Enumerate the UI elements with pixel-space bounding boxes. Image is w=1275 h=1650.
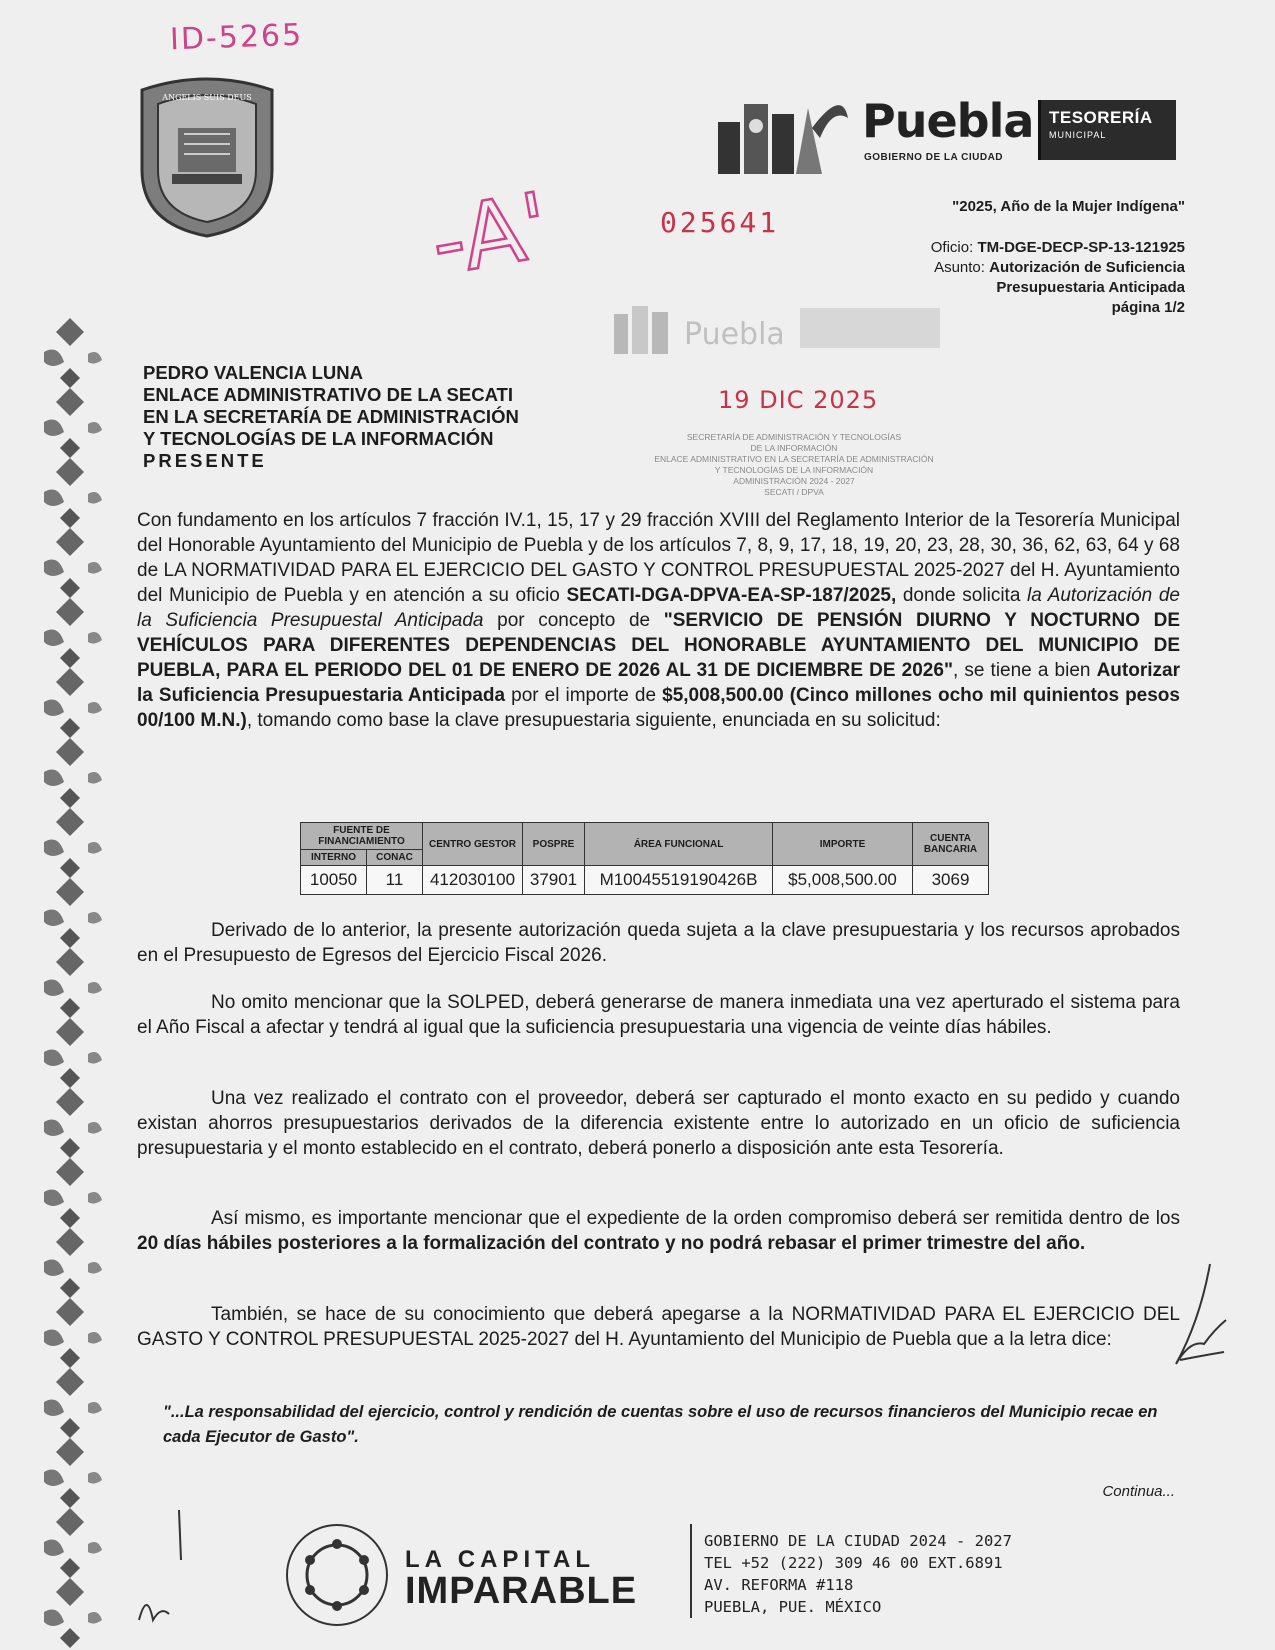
addressee-block <box>143 362 519 472</box>
capital-top-text: LA CAPITAL <box>405 1546 595 1573</box>
stamp-logo-word: Puebla <box>684 317 785 352</box>
seal-text: ANGELIS SUIS DEUS <box>162 93 252 102</box>
puebla-logo-word: Puebla <box>862 94 1034 148</box>
cell-cuenta: 3069 <box>913 866 989 895</box>
presente-label: PRESENTE <box>143 450 267 471</box>
received-date-stamp: 19 DIC 2025 <box>718 386 879 414</box>
cell-centro-gestor: 412030100 <box>423 866 523 895</box>
initials-mark <box>135 1510 195 1630</box>
header-area-funcional: ÁREA FUNCIONAL <box>585 823 773 866</box>
folio-stamp: 025641 <box>660 206 780 239</box>
paragraph-solped: No omito mencionar que la SOLPED, deberá generarse de manera inmediata una vez aperturado el sistema para el Año Fiscal a afectar y tendrá al igual que la suficiencia presupuestaria una vigencia de veinte días hábiles. <box>137 992 1180 1038</box>
university-seal <box>132 74 282 238</box>
dept-line: SECATI / DPVA <box>764 487 824 497</box>
dept-line: ADMINISTRACIÓN 2024 - 2027 <box>733 476 855 486</box>
request-oficio-number: SECATI-DGA-DPVA-EA-SP-187/2025, <box>566 585 897 606</box>
footer-address <box>704 1530 1012 1618</box>
city-emblem-icon <box>610 300 950 360</box>
addressee-name: PEDRO VALENCIA LUNA <box>143 362 363 383</box>
asunto-value-2: Presupuestaria Anticipada <box>996 279 1185 296</box>
paragraph-legal-basis: Con fundamento en los artículos 7 fracción IV.1, 15, 17 y 29 fracción XVIII del Reglamento Interior de la Tesorería Municipal del Honorable Ayuntamiento del Municipio de Puebla y de los artículos 7, 8, 9, 17, 18, 19, 20, 23, 28, 30, 36, 62, 63, 64 y 68 de LA NORMATIVIDAD PARA EL EJERCICIO DEL GASTO Y CONTROL PRESUPUESTAL 2025-2027 del H. Ayuntamiento del Municipio de Puebla y en atención a su oficio SECATI-DGA-DPVA-EA-SP-187/2025, donde solicita la Autorización de la Suficiencia Presupuestal Anticipada por concepto de "SERVICIO DE PENSIÓN DIURNO Y NOCTURNO DE VEHÍCULOS PARA DIFERENTES DEPENDENCIAS DEL HONORABLE AYUNTAMIENTO DEL MUNICIPIO DE PUEBLA, PARA EL PERIODO DEL 01 DE ENERO DE 2026 AL 31 DE DICIEMBRE DE 2026", se tiene a bien Autorizar la Suficiencia Presupuestaria Anticipada por el importe de $5,008,500.00 (Cinco millones ocho mil quinientos pesos 00/100 M.N.), tomando como base la clave presupuestaria siguiente, enunciada en su solicitud: <box>137 510 1181 731</box>
header-fuente: FUENTE DE FINANCIAMIENTO <box>301 823 423 850</box>
dept-line: Y TECNOLOGÍAS DE LA INFORMACIÓN <box>714 465 874 475</box>
signature-mark <box>1170 1260 1230 1380</box>
cell-pospre: 37901 <box>523 866 585 895</box>
page-number: página 1/2 <box>1111 299 1185 316</box>
tesoreria-sub: MUNICIPAL <box>1049 130 1107 140</box>
cell-area-funcional: M10045519190426B <box>585 866 773 895</box>
header-pospre: POSPRE <box>523 823 585 866</box>
table-row <box>301 866 989 895</box>
document-meta <box>931 238 1185 318</box>
city-emblem-icon <box>712 88 852 184</box>
dept-line: DE LA INFORMACIÓN <box>750 443 838 453</box>
regulation-quote: "...La responsabilidad del ejercicio, control y rendición de cuentas sobre el uso de recursos financieros del Municipio recae en cada Ejecutor de Gasto". <box>163 1403 1158 1446</box>
service-concept: "SERVICIO DE PENSIÓN DIURNO Y NOCTURNO DE VEHÍCULOS PARA DIFERENTES DEPENDENCIAS DEL HONORABLE AYUNTAMIENTO DEL MUNICIPIO DE PUEBLA, PARA EL PERIODO DEL 01 DE ENERO DE 2026 AL 31 DE DICIEMBRE DE 2026" <box>137 610 1181 681</box>
oficio-value: TM-DGE-DECP-SP-13-121925 <box>977 239 1185 256</box>
cell-conac: 11 <box>367 866 423 895</box>
capital-bottom-text: IMPARABLE <box>405 1570 638 1612</box>
footer-address-line: PUEBLA, PUE. MÉXICO <box>704 1598 882 1616</box>
handwritten-note: ID-5265 <box>169 17 304 58</box>
deadline-emphasis: 20 días hábiles posteriores a la formalización del contrato y no podrá rebasar el primer trimestre del año. <box>137 1233 1086 1254</box>
footer-address-line: TEL +52 (222) 309 46 00 EXT.6891 <box>704 1554 1003 1572</box>
addressee-line: Y TECNOLOGÍAS DE LA INFORMACIÓN <box>143 428 494 449</box>
la-capital-imparable-logo <box>405 1546 637 1613</box>
header-importe: IMPORTE <box>773 823 913 866</box>
header-cuenta-bancaria: CUENTA BANCARIA <box>913 823 989 866</box>
footer-address-line: AV. REFORMA #118 <box>704 1576 854 1594</box>
dept-line: SECRETARÍA DE ADMINISTRACIÓN Y TECNOLOGÍAS <box>686 432 902 442</box>
header-centro-gestor: CENTRO GESTOR <box>423 823 523 866</box>
oficio-line <box>931 238 1185 258</box>
year-motto: "2025, Año de la Mujer Indígena" <box>952 198 1185 215</box>
paragraph-contract: Una vez realizado el contrato con el proveedor, deberá ser capturado el monto exacto en su pedido y cuando existan ahorros presupuestarios derivados de la diferencia existente entre lo autorizado en un oficio de suficiencia presupuestaria y el monto establecido en el contrato, deberá ponerlo a disposición ante esta Tesorería. <box>137 1088 1180 1159</box>
department-stamp <box>614 432 974 498</box>
addressee-line: EN LA SECRETARÍA DE ADMINISTRACIÓN <box>143 406 519 427</box>
cell-interno: 10050 <box>301 866 367 895</box>
paragraph-regulation: También, se hace de su conocimiento que deberá apegarse a la NORMATIVIDAD PARA EL EJERCICIO DEL GASTO Y CONTROL PRESUPUESTAL 2025-2027 del H. Ayuntamiento del Municipio de Puebla que a la letra dice: <box>137 1304 1180 1350</box>
header-interno: INTERNO <box>301 850 367 866</box>
puebla-tesoreria-logo <box>712 88 1182 184</box>
svg-text:-A': -A' <box>423 173 557 297</box>
reception-stamp-logo <box>610 300 950 360</box>
gobierno-ciudad-label: GOBIERNO DE LA CIUDAD <box>864 152 1004 163</box>
continued-label: Continua... <box>1102 1483 1175 1500</box>
tesoreria-badge <box>1038 100 1176 160</box>
decorative-border <box>40 318 104 1648</box>
footer-address-line: GOBIERNO DE LA CIUDAD 2024 - 2027 <box>704 1532 1012 1550</box>
asunto-line <box>931 258 1185 278</box>
asunto-value-1: Autorización de Suficiencia <box>989 259 1185 276</box>
addressee-line: ENLACE ADMINISTRATIVO DE LA SECATI <box>143 384 513 405</box>
header-conac: CONAC <box>367 850 423 866</box>
budget-key-table <box>300 822 989 895</box>
oficio-label: Oficio: <box>930 239 974 256</box>
asunto-label: Asunto: <box>934 259 985 276</box>
paragraph-subject-to-budget: Derivado de lo anterior, la presente autorización queda sujeta a la clave presupuestaria y los recursos aprobados en el Presupuesto de Egresos del Ejercicio Fiscal 2026. <box>137 920 1180 966</box>
equality-emblem-icon <box>282 1520 392 1630</box>
authorized-amount: $5,008,500.00 (Cinco millones ocho mil quinientos pesos 00/100 M.N.) <box>137 685 1180 731</box>
red-a-mark <box>412 166 562 306</box>
footer-divider <box>690 1524 692 1618</box>
tesoreria-title: TESORERÍA <box>1049 108 1153 127</box>
paragraph-deadline: Así mismo, es importante mencionar que el expediente de la orden compromiso deberá ser remitida dentro de los 20 días hábiles posteriores a la formalización del contrato y no podrá rebasar el primer trimestre del año. <box>137 1208 1180 1254</box>
cell-importe: $5,008,500.00 <box>773 866 913 895</box>
dept-line: ENLACE ADMINISTRATIVO EN LA SECRETARÍA DE ADMINISTRACIÓN <box>654 454 934 464</box>
